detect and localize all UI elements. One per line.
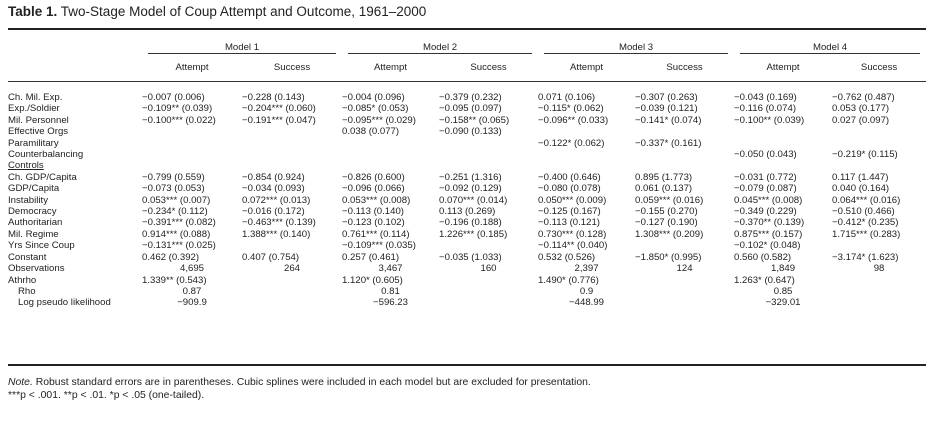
significance-note: ***p < .001. **p < .01. *p < .05 (one-tailed). <box>8 390 205 401</box>
table-cell: −0.155 (0.270) <box>635 206 698 218</box>
table-cell: 0.053*** (0.007) <box>142 194 211 206</box>
table-cell <box>635 160 734 171</box>
table-cell <box>538 160 635 171</box>
table-cell <box>439 138 538 149</box>
table-cell: −0.031 (0.772) <box>734 171 797 183</box>
table-row <box>8 103 926 114</box>
subheader-success: Success <box>470 62 507 73</box>
row-label: Athrho <box>8 274 37 286</box>
table-cell: 1.263* (0.647) <box>734 274 795 286</box>
table-cell: −0.004 (0.096) <box>342 92 405 103</box>
table-row <box>8 252 926 263</box>
table-cell: −0.096 (0.066) <box>342 183 405 195</box>
table-cell: −0.412* (0.235) <box>832 217 899 229</box>
table-cell: −0.463*** (0.139) <box>242 217 316 229</box>
subheader-success: Success <box>666 62 703 73</box>
table-cell: 0.914*** (0.088) <box>142 228 211 240</box>
table-cell <box>538 149 635 160</box>
table-cell: 0.070*** (0.014) <box>439 194 508 206</box>
subheader-success: Success <box>860 62 898 73</box>
table-row <box>8 229 926 240</box>
subheader-attempt: Attempt <box>373 62 408 73</box>
table-cell: 0.053 (0.177) <box>832 103 890 115</box>
table-cell <box>832 126 926 137</box>
model-header: Model 1 <box>142 42 342 62</box>
table-cell: −0.799 (0.559) <box>142 171 205 183</box>
table-cell: −0.092 (0.129) <box>439 183 502 195</box>
table-cell <box>242 297 342 308</box>
table-cell: 98 <box>873 263 885 275</box>
table-cell: −0.127 (0.190) <box>635 217 698 229</box>
table-cell: 1.490* (0.776) <box>538 274 599 286</box>
table-cell: 0.040 (0.164) <box>832 183 890 195</box>
table-cell <box>242 275 342 286</box>
table-cell: −0.826 (0.600) <box>342 171 405 183</box>
table-cell: −0.073 (0.053) <box>142 183 205 195</box>
table-row <box>8 195 926 206</box>
table-cell: 0.761*** (0.114) <box>342 228 410 240</box>
table-cell: −0.095 (0.097) <box>439 103 502 115</box>
table-cell: −0.251 (1.316) <box>439 171 502 183</box>
table-cell: 2,397 <box>574 263 599 275</box>
table-cell <box>439 149 538 160</box>
table-cell <box>538 126 635 137</box>
table-cell: −329.01 <box>765 297 801 309</box>
row-label: Authoritarian <box>8 217 63 229</box>
table-cell: 0.730*** (0.128) <box>538 228 607 240</box>
table-row <box>8 286 926 297</box>
table-cell: 0.050*** (0.009) <box>538 194 607 206</box>
table-cell: 0.462 (0.392) <box>142 251 200 263</box>
row-label: Paramilitary <box>8 137 59 149</box>
section-label: Controls <box>8 160 44 172</box>
table-cell: −0.234* (0.112) <box>142 206 208 218</box>
table-cell: −0.096** (0.033) <box>538 114 609 126</box>
table-cell: −596.23 <box>373 297 408 309</box>
table-row <box>8 217 926 228</box>
table-cell <box>242 126 342 137</box>
table-number: Table 1. <box>8 4 58 19</box>
row-label: Counterbalancing <box>8 149 84 161</box>
subheader-attempt: Attempt <box>766 62 800 73</box>
note-label: Note. <box>8 377 33 388</box>
table-cell <box>242 240 342 251</box>
table-cell <box>635 297 734 308</box>
table-cell <box>342 138 439 149</box>
table-cell: −0.158** (0.065) <box>439 114 510 126</box>
table-row <box>8 240 926 251</box>
table-cell: −0.123 (0.102) <box>342 217 405 229</box>
table-note <box>8 376 591 402</box>
table-cell: −0.113 (0.121) <box>538 217 600 229</box>
table-cell: 0.81 <box>381 285 400 297</box>
table-cell: −0.349 (0.229) <box>734 206 797 218</box>
table-cell: −0.141* (0.074) <box>635 114 702 126</box>
table-cell <box>242 286 342 297</box>
row-label: Yrs Since Coup <box>8 240 75 252</box>
table-row <box>8 297 926 308</box>
table-row <box>8 115 926 126</box>
table-cell: −0.196 (0.188) <box>439 217 502 229</box>
table-cell: −0.079 (0.087) <box>734 183 797 195</box>
table-cell: −0.016 (0.172) <box>242 206 305 218</box>
table-cell: 0.061 (0.137) <box>635 183 693 195</box>
table-cell: 1.388*** (0.140) <box>242 228 311 240</box>
table-row <box>8 126 926 137</box>
table-cell: 1.120* (0.605) <box>342 274 403 286</box>
table-title <box>8 4 426 19</box>
table-cell: 0.9 <box>579 285 594 297</box>
table-cell <box>439 275 538 286</box>
table-cell: 124 <box>676 263 693 275</box>
model-header-row <box>8 42 926 62</box>
table-cell <box>342 160 439 171</box>
table-cell: 264 <box>284 263 301 275</box>
table-cell: −0.854 (0.924) <box>242 171 305 183</box>
table-row <box>8 263 926 274</box>
table-cell: 0.045*** (0.008) <box>734 194 803 206</box>
table-cell: −0.043 (0.169) <box>734 92 797 103</box>
subheader-attempt: Attempt <box>570 62 604 73</box>
table-cell: 0.407 (0.754) <box>242 251 300 263</box>
table-cell: −0.762 (0.487) <box>832 92 895 103</box>
row-label: Instability <box>8 194 48 206</box>
table-cell <box>734 126 832 137</box>
table-cell <box>734 138 832 149</box>
results-table <box>8 42 926 309</box>
table-cell: −0.007 (0.006) <box>142 92 205 103</box>
row-label: Mil. Regime <box>8 228 59 240</box>
table-cell: 1.226*** (0.185) <box>439 228 508 240</box>
table-cell: −0.100** (0.039) <box>734 114 805 126</box>
table-cell: −0.510 (0.466) <box>832 206 895 218</box>
table-cell: 0.053*** (0.008) <box>342 194 411 206</box>
header-rule <box>8 81 926 82</box>
table-cell: 0.87 <box>182 285 202 297</box>
table-row <box>8 206 926 217</box>
table-cell: 0.532 (0.526) <box>538 251 596 263</box>
table-cell <box>635 149 734 160</box>
table-cell: 0.038 (0.077) <box>342 126 400 138</box>
table-cell: 0.117 (1.447) <box>832 171 889 183</box>
table-cell: 0.560 (0.582) <box>734 251 792 263</box>
row-label: Constant <box>8 251 47 263</box>
model-header: Model 2 <box>342 42 538 62</box>
table-cell: −0.100*** (0.022) <box>142 114 216 126</box>
table-cell: 0.064*** (0.016) <box>832 194 901 206</box>
table-cell: 0.072*** (0.013) <box>242 194 311 206</box>
table-cell: 0.257 (0.461) <box>342 251 400 263</box>
table-caption: Two-Stage Model of Coup Attempt and Outcome, 1961–2000 <box>60 4 427 19</box>
table-cell <box>142 138 242 149</box>
bottom-rule <box>8 364 926 366</box>
table-cell: −0.191*** (0.047) <box>242 114 316 126</box>
table-cell: 0.875*** (0.157) <box>734 228 803 240</box>
table-cell: −1.850* (0.995) <box>635 251 702 263</box>
table-cell: −0.034 (0.093) <box>242 183 305 195</box>
table-row <box>8 275 926 286</box>
table-cell: −448.99 <box>569 297 604 309</box>
table-cell <box>635 240 734 251</box>
table-row <box>8 183 926 194</box>
row-label: Effective Orgs <box>8 126 69 138</box>
table-cell: −0.114** (0.040) <box>538 240 608 252</box>
table-cell: −0.115* (0.062) <box>538 103 604 115</box>
table-cell: −0.109*** (0.035) <box>342 240 416 252</box>
table-cell <box>439 286 538 297</box>
table-row <box>8 92 926 103</box>
table-cell: 0.027 (0.097) <box>832 114 890 126</box>
table-cell: 1,849 <box>771 263 796 275</box>
table-cell: 0.85 <box>773 285 793 297</box>
row-label: Log pseudo likelihood <box>18 297 111 309</box>
table-cell: 1.339** (0.543) <box>142 274 207 286</box>
table-cell: −0.400 (0.646) <box>538 171 601 183</box>
model-header: Model 3 <box>538 42 734 62</box>
table-cell: −0.080 (0.078) <box>538 183 601 195</box>
table-cell: 0.895 (1.773) <box>635 171 693 183</box>
row-label: Democracy <box>8 206 57 218</box>
table-cell: −909.9 <box>177 297 207 309</box>
table-cell <box>635 126 734 137</box>
table-cell: −0.039 (0.121) <box>635 103 698 115</box>
table-cell <box>832 138 926 149</box>
row-label: Ch. Mil. Exp. <box>8 92 63 103</box>
table-cell: 1.715*** (0.283) <box>832 228 901 240</box>
row-label: Observations <box>8 263 65 275</box>
subheader-success: Success <box>273 62 311 73</box>
table-cell <box>439 160 538 171</box>
table-cell: −0.219* (0.115) <box>832 149 898 161</box>
table-cell: −0.095*** (0.029) <box>342 114 416 126</box>
table-cell <box>142 126 242 137</box>
table-cell <box>734 160 832 171</box>
table-cell <box>342 149 439 160</box>
table-cell: −0.337* (0.161) <box>635 137 702 149</box>
note-text: Robust standard errors are in parentheses. Cubic splines were included in each model but are excluded for presentation. <box>35 377 591 388</box>
table-cell: 0.059*** (0.016) <box>635 194 704 206</box>
table-cell <box>142 160 242 171</box>
table-cell: −3.174* (1.623) <box>832 251 899 263</box>
table-row <box>8 149 926 160</box>
table-cell: −0.122* (0.062) <box>538 137 605 149</box>
table-cell: 0.113 (0.269) <box>439 206 496 218</box>
top-rule <box>8 28 926 30</box>
table-cell: 4,695 <box>179 263 204 275</box>
table-cell: −0.391*** (0.082) <box>142 217 216 229</box>
table-cell: −0.050 (0.043) <box>734 149 797 161</box>
subheader-attempt: Attempt <box>175 62 209 73</box>
table-cell: −0.085* (0.053) <box>342 103 409 115</box>
model-header: Model 4 <box>734 42 926 62</box>
spacer-row <box>8 84 926 92</box>
table-cell: −0.307 (0.263) <box>635 92 698 103</box>
table-cell: 1.308*** (0.209) <box>635 228 704 240</box>
table-cell: −0.109** (0.039) <box>142 103 213 115</box>
table-cell <box>242 149 342 160</box>
row-label: Rho <box>18 285 36 297</box>
table-cell <box>439 240 538 251</box>
table-cell <box>832 275 926 286</box>
row-label: Exp./Soldier <box>8 103 60 115</box>
table-cell <box>832 286 926 297</box>
row-label: Mil. Personnel <box>8 114 69 126</box>
table-cell <box>142 149 242 160</box>
table-cell: −0.102* (0.048) <box>734 240 801 252</box>
row-label: GDP/Capita <box>8 183 60 195</box>
table-cell: −0.116 (0.074) <box>734 103 797 115</box>
table-cell <box>635 286 734 297</box>
table-cell <box>439 297 538 308</box>
table-row <box>8 160 926 171</box>
table-cell: 0.071 (0.106) <box>538 92 596 103</box>
table-row <box>8 138 926 149</box>
table-cell: 3,467 <box>378 263 403 275</box>
table-cell: −0.204*** (0.060) <box>242 103 316 115</box>
table-cell: −0.090 (0.133) <box>439 126 502 138</box>
table-cell: −0.131*** (0.025) <box>142 240 216 252</box>
table-cell: −0.379 (0.232) <box>439 92 502 103</box>
table-cell: −0.125 (0.167) <box>538 206 601 218</box>
table-cell <box>635 275 734 286</box>
table-cell: −0.370** (0.139) <box>734 217 805 229</box>
row-label: Ch. GDP/Capita <box>8 171 77 183</box>
table-cell <box>832 297 926 308</box>
table-cell <box>832 160 926 171</box>
table-cell: 160 <box>480 263 497 275</box>
table-cell: −0.113 (0.140) <box>342 206 404 218</box>
table-cell <box>242 138 342 149</box>
table-cell <box>832 240 926 251</box>
table-cell: −0.035 (1.033) <box>439 251 502 263</box>
table-cell: −0.228 (0.143) <box>242 92 305 103</box>
table-cell <box>242 160 342 171</box>
table-row <box>8 172 926 183</box>
